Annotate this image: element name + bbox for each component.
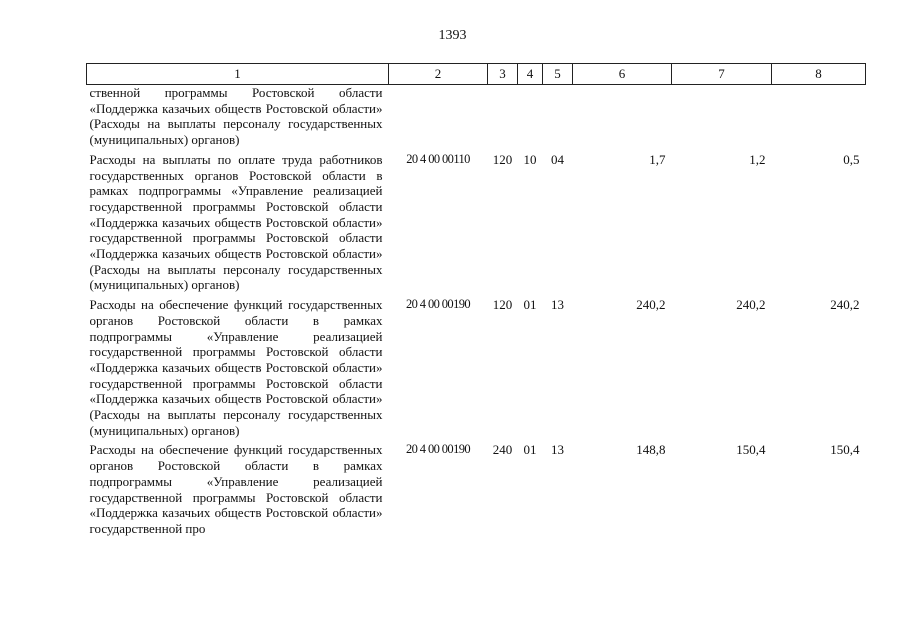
row-col6: 240,2 [636, 297, 666, 313]
row-col5: 13 [551, 297, 564, 313]
row-col7: 240,2 [736, 297, 766, 313]
row-col6: 148,8 [636, 442, 666, 458]
header-col-3: 3 [488, 64, 518, 85]
header-col-5: 5 [543, 64, 573, 85]
header-col-8: 8 [772, 64, 866, 85]
row-col3: 120 [492, 297, 513, 313]
header-col-2: 2 [389, 64, 488, 85]
row-col8 [772, 85, 866, 148]
header-col-6: 6 [573, 64, 672, 85]
row-col3: 240 [492, 442, 513, 458]
budget-table [86, 63, 866, 537]
table-row [87, 438, 866, 536]
table-row [87, 148, 866, 293]
page-number: 1393 [438, 28, 467, 43]
table-row [87, 85, 866, 148]
row-col4 [518, 85, 543, 148]
row-col4: 01 [523, 297, 537, 313]
row-col7 [672, 85, 772, 148]
row-col7: 1,2 [749, 151, 766, 167]
row-col7: 150,4 [736, 442, 766, 458]
row-col8: 150,4 [830, 442, 860, 458]
row-code: 20 4 00 00110 [406, 151, 470, 166]
header-col-4: 4 [518, 64, 543, 85]
row-col5: 04 [551, 151, 564, 167]
table-body [87, 85, 866, 537]
row-col3 [488, 85, 518, 148]
row-col4: 10 [523, 151, 537, 167]
row-col5: 13 [551, 442, 564, 458]
row-description: Расходы на обеспечение функций государственных органов Ростовской области в рамках подпрограммы «Управление реализацией государственной программы Ростовской области «Поддержка казачьих обществ Ростовской области» государственной про [89, 442, 383, 536]
row-description: ственной программы Ростовской области «Поддержка казачьих обществ Ростовской области» (Расходы на выплаты персоналу государственных (муниципальных) органов) [89, 85, 383, 148]
row-code [389, 85, 488, 148]
row-code: 20 4 00 00190 [405, 442, 471, 457]
row-col6 [573, 85, 672, 148]
row-description: Расходы на обеспечение функций государственных органов Ростовской области в рамках подпрограммы «Управление реализацией государственной программы Ростовской области «Поддержка казачьих обществ Ростовской области» государственной программы Ростовской области «Поддержка казачьих обществ Ростовской области» (Расходы на выплаты персоналу государственных (муниципальных) органов) [89, 297, 383, 438]
header-col-7: 7 [672, 64, 772, 85]
row-col8: 0,5 [843, 151, 860, 167]
row-col5 [543, 85, 573, 148]
row-col6: 1,7 [649, 151, 666, 167]
table-header [87, 64, 866, 85]
row-code: 20 4 00 00190 [405, 297, 471, 312]
table-row [87, 293, 866, 438]
row-col4: 01 [523, 442, 537, 458]
row-col8: 240,2 [830, 297, 860, 313]
header-row [87, 64, 866, 85]
row-description: Расходы на выплаты по оплате труда работников государственных органов Ростовской области в рамках подпрограммы «Управление реализацией государственной программы Ростовской области «Поддержка казачьих обществ Ростовской области» государственной программы Ростовской области «Поддержка казачьих обществ Ростовской области» (Расходы на выплаты персоналу государственных (муниципальных) органов) [89, 151, 383, 293]
header-col-1: 1 [87, 64, 389, 85]
row-col3: 120 [492, 151, 513, 167]
